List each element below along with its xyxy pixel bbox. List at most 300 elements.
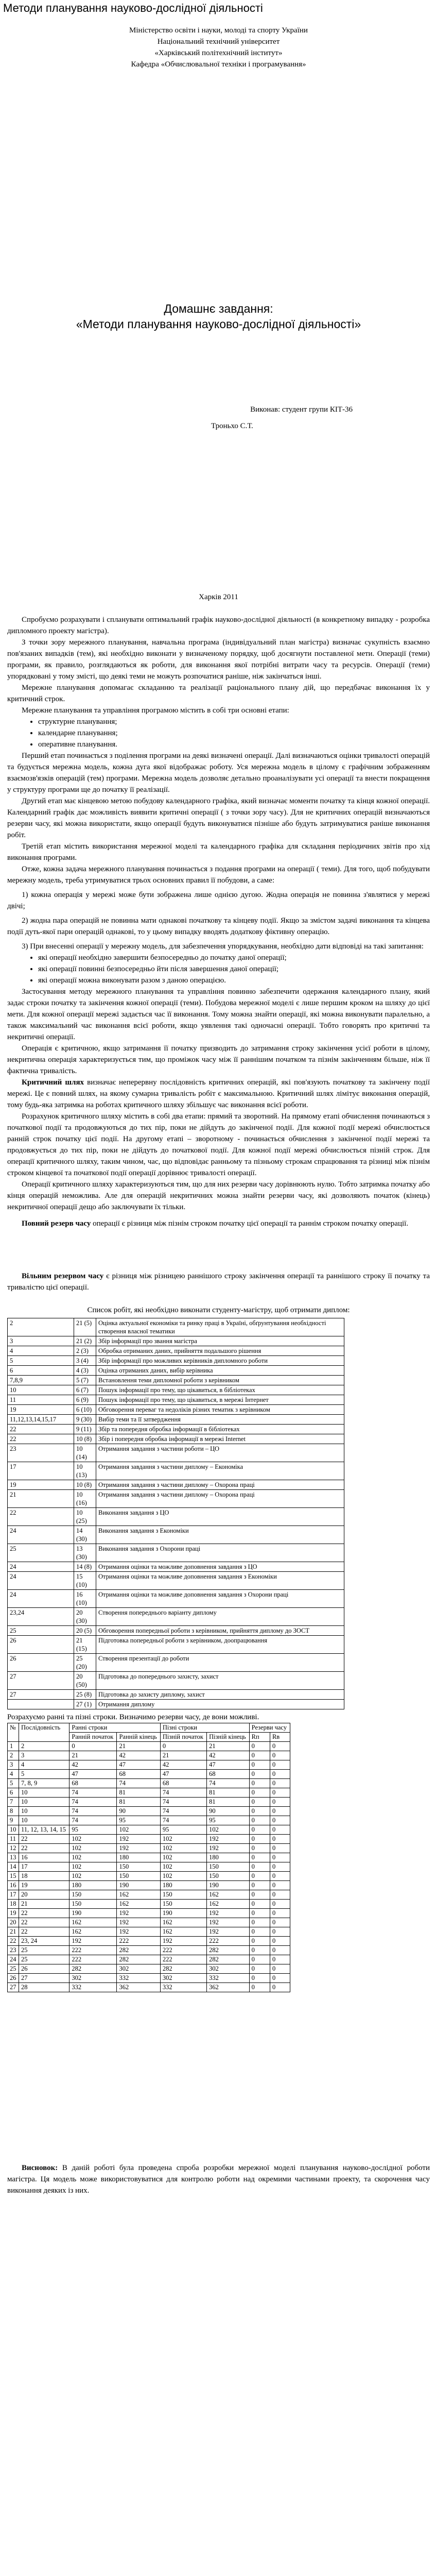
- table-cell: 15: [8, 1872, 19, 1881]
- table-cell: 282: [69, 1964, 117, 1974]
- table-cell: 102: [160, 1835, 206, 1844]
- paragraph: Перший етап починається з поділення програми на деякі визначені операції. Далі визначаються оцінки тривалості операцій та будується мережна модель, кожна дуга якої відображає роботу. Уся мережна модель в цілому є графічним зображенням взаємозв'язків операцій (тем) програми. Мережна модель дозволяє детально проаналізувати усі операції та внести покращення у структуру програми ще до початку її реалізації.: [7, 752, 430, 794]
- table-cell: 0: [249, 1927, 270, 1937]
- table-cell: 0: [249, 1872, 270, 1881]
- table-cell: 23,24: [8, 1608, 74, 1626]
- table-cell: 3: [8, 1760, 19, 1770]
- table-cell: 9 (11): [74, 1425, 96, 1434]
- paragraph-text: є різниця між різницею раннішого строку закінчення операції та раннішого строку її початку та тривалістю цієї операції.: [7, 1272, 430, 1292]
- table-row: [8, 1462, 344, 1480]
- table-cell: 332: [69, 1983, 117, 1992]
- table-cell: 192: [207, 1835, 250, 1844]
- table-cell: 81: [207, 1788, 250, 1798]
- homework-subject: «Методи планування науково-дослідної діяльності»: [76, 317, 361, 331]
- table-cell: 14 (8): [74, 1562, 96, 1572]
- table-cell: 25: [19, 1946, 69, 1955]
- paragraph: Другий етап має кінцевою метою побудову календарного графіка, який визначає моменти початку та кінця кожної операції. Календарний графік дає можливість виявити критичні операції ( з точки зору часу). Для не критичних операцій визначаються резерви часу, які можна використати, якщо операції будуть виконуватися пізніше або будуть затримуватися раніше виконання робіт.: [7, 797, 430, 839]
- table-cell: 0: [270, 1881, 290, 1890]
- table-cell: 0: [270, 1862, 290, 1872]
- table-cell: 10: [19, 1816, 69, 1825]
- table-cell: 102: [69, 1835, 117, 1844]
- table-cell: 222: [117, 1937, 160, 1946]
- table-cell: 4: [19, 1760, 69, 1770]
- table-row: [8, 1572, 344, 1590]
- table-cell: 192: [117, 1835, 160, 1844]
- table-cell: 0: [270, 1853, 290, 1862]
- table-row: [8, 1964, 290, 1974]
- table-row: [8, 1385, 344, 1395]
- table-cell: 42: [207, 1751, 250, 1760]
- table-cell: 20 (50): [74, 1672, 96, 1690]
- list-item: • які операції можна виконувати разом з даною операцією.: [38, 975, 430, 986]
- table-row: [8, 1544, 344, 1562]
- table-cell: 190: [207, 1881, 250, 1890]
- table-cell: 0: [249, 1807, 270, 1816]
- table-cell: 19: [8, 1405, 74, 1415]
- table-cell: 5: [19, 1770, 69, 1779]
- table-cell: 26: [8, 1974, 19, 1983]
- table-cell: 192: [207, 1844, 250, 1853]
- table-cell: 150: [117, 1862, 160, 1872]
- list-item: • які операції повинні безпосередньо йти після завершення даної операції;: [38, 963, 430, 975]
- table-cell: 21: [19, 1900, 69, 1909]
- table-cell: 150: [160, 1890, 206, 1900]
- table-cell: Збір і попередня обробка інформації в мережі Internet: [96, 1434, 344, 1444]
- table-cell: 102: [160, 1862, 206, 1872]
- table-cell: 192: [69, 1937, 117, 1946]
- table-cell: 0: [270, 1770, 290, 1779]
- table-cell: 21 (15): [74, 1636, 96, 1654]
- table-row: [8, 1405, 344, 1415]
- table-cell: 23, 24: [19, 1937, 69, 1946]
- col-header-late-start: Пізній початок: [160, 1733, 206, 1742]
- table-row: [8, 1415, 344, 1425]
- table-cell: 24: [8, 1572, 74, 1590]
- table-cell: 0: [270, 1788, 290, 1798]
- university-line-2: «Харківський політехнічний інститут»: [154, 49, 283, 57]
- col-header-late-end: Пізній кінець: [207, 1733, 250, 1742]
- table-cell: 22: [8, 1434, 74, 1444]
- table-cell: 362: [207, 1983, 250, 1992]
- table-row: [8, 1946, 290, 1955]
- table-cell: 0: [249, 1751, 270, 1760]
- table-cell: 0: [270, 1760, 290, 1770]
- table-cell: 13: [8, 1853, 19, 1862]
- table-row: [8, 1562, 344, 1572]
- table-row: [8, 1490, 344, 1508]
- table-cell: 3 (4): [74, 1356, 96, 1366]
- table-cell: 95: [160, 1825, 206, 1835]
- table-cell: 2: [8, 1751, 19, 1760]
- homework-title-block: [7, 301, 430, 332]
- col-header-number: №: [8, 1723, 19, 1742]
- title-page-header: [7, 25, 430, 70]
- col-header-sequence: Послідовність: [19, 1723, 69, 1742]
- table-cell: 0: [249, 1816, 270, 1825]
- table-cell: 26: [19, 1964, 69, 1974]
- table-cell: 12: [8, 1844, 19, 1853]
- table-cell: 17: [8, 1890, 19, 1900]
- table-cell: 0: [249, 1881, 270, 1890]
- table-row: [8, 1346, 344, 1356]
- table-cell: 192: [117, 1927, 160, 1937]
- table-cell: 11, 12, 13, 14, 15: [19, 1825, 69, 1835]
- paragraph: Застосування методу мережного планування та управління повинно забезпечити одержання календарного плану, який задає строки початку та закінчення кожної операції (теми). Побудова мережної моделі є лише першим кроком на шляху до цієї мети. Для кожної операції мережі задається час її виконання. Тому можна знайти операції, які можна виконувати паралельно, а також максимальний час виконання всієї роботи, якщо уявлення такі одночасні операції. Тобто говорять про критичні та некритичні операції.: [7, 988, 430, 1041]
- table-cell: 90: [117, 1807, 160, 1816]
- list-item: • структурне планування;: [38, 716, 430, 727]
- table-cell: 0: [249, 1862, 270, 1872]
- table-cell: 26: [8, 1654, 74, 1672]
- paragraph: [7, 1270, 430, 1293]
- table-row: [8, 1654, 344, 1672]
- executor-label: Виконав: студент групи КІТ-36: [250, 405, 353, 414]
- table-cell: 3: [8, 1336, 74, 1346]
- table-cell: 42: [69, 1760, 117, 1770]
- table-cell: 0: [249, 1742, 270, 1751]
- table-row: [8, 1918, 290, 1927]
- paragraph-text: операції є різниця між пізнім строком початку цієї операції та раннім строком початку операції.: [91, 1219, 409, 1228]
- table-cell: 150: [69, 1900, 117, 1909]
- table-cell: 23: [8, 1946, 19, 1955]
- col-header-early-end: Ранній кінець: [117, 1733, 160, 1742]
- table-row: [8, 1816, 290, 1825]
- table-cell: 162: [69, 1918, 117, 1927]
- table-cell: 2: [8, 1318, 74, 1336]
- table-cell: 332: [207, 1974, 250, 1983]
- table-cell: 28: [19, 1983, 69, 1992]
- table-cell: 0: [249, 1835, 270, 1844]
- table-cell: 10 (8): [74, 1434, 96, 1444]
- table-cell: 10 (8): [74, 1480, 96, 1490]
- conclusion-text: В даній роботі була проведена спроба розробки мережної моделі планування науково-дослідної роботи магістра. Ця модель може використовуватися для контролю роботи над окремими частинами проекту, та скорочення часу виконання деяких із них.: [7, 2164, 430, 2195]
- list-item: • які операції необхідно завершити безпосередньо до початку даної операції;: [38, 952, 430, 963]
- table-cell: 9 (30): [74, 1415, 96, 1425]
- table-cell: 6 (7): [74, 1385, 96, 1395]
- table-cell: Підготовка попередньої роботи з керівником, доопрацювання: [96, 1636, 344, 1654]
- table-cell: 180: [69, 1881, 117, 1890]
- table-cell: 102: [117, 1825, 160, 1835]
- table-cell: 0: [270, 1955, 290, 1964]
- table-cell: Отримання завдання з частини диплому – Охорона праці: [96, 1490, 344, 1508]
- table-row: [8, 1937, 290, 1946]
- table-cell: 47: [160, 1770, 206, 1779]
- paragraph: Операція є критичною, якщо затримання її початку призводить до затримання строку закінчення усієї роботи в цілому, некритична операція характеризується тим, що проміжок часу між її раннішим початком та пізнім закінченням більше, ніж її фактична тривалість.: [7, 1044, 430, 1075]
- table-cell: 23: [8, 1444, 74, 1462]
- table-cell: 102: [160, 1872, 206, 1881]
- table-cell: 81: [117, 1788, 160, 1798]
- table-cell: 162: [160, 1927, 206, 1937]
- table-cell: Створення попереднього варіанту диплому: [96, 1608, 344, 1626]
- table-cell: 4: [8, 1346, 74, 1356]
- table-cell: 90: [207, 1807, 250, 1816]
- table-cell: 18: [19, 1872, 69, 1881]
- table-row: [8, 1807, 290, 1816]
- table-cell: 282: [207, 1955, 250, 1964]
- table-cell: 8: [8, 1807, 19, 1816]
- table-cell: 192: [117, 1918, 160, 1927]
- table-row: [8, 1395, 344, 1405]
- rule-3: 3) При внесенні операції у мережну модель, для забезпечення упорядкування, необхідно дати відповіді на такі запитання:: [22, 942, 424, 951]
- table-cell: 27: [8, 1983, 19, 1992]
- table-cell: 332: [160, 1983, 206, 1992]
- table-cell: 20 (5): [74, 1626, 96, 1636]
- table-cell: 5: [8, 1779, 19, 1788]
- table-cell: 6: [8, 1788, 19, 1798]
- table-cell: 19: [8, 1480, 74, 1490]
- col-header-early: Ранні строки: [69, 1723, 160, 1733]
- table-cell: 190: [160, 1909, 206, 1918]
- table-cell: 190: [69, 1909, 117, 1918]
- table-cell: 282: [117, 1946, 160, 1955]
- paragraph: Мережне планування та управління програмою містить в собі три основні етапи:: [22, 706, 289, 715]
- table-row: [8, 1336, 344, 1346]
- paragraph: Третій етап містить використання мережної моделі та календарного графіка для складання періодичних звітів про хід виконання програми.: [7, 842, 430, 862]
- table-cell: 81: [117, 1798, 160, 1807]
- table-cell: 25: [8, 1544, 74, 1562]
- table-cell: 11: [8, 1835, 19, 1844]
- table-cell: 25: [8, 1964, 19, 1974]
- table-cell: 74: [160, 1798, 206, 1807]
- table-cell: 19: [19, 1881, 69, 1890]
- table-cell: 0: [249, 1983, 270, 1992]
- table-cell: 68: [160, 1779, 206, 1788]
- table-cell: Збір та попередня обробка інформації в бібліотеках: [96, 1425, 344, 1434]
- table-cell: 21: [69, 1751, 117, 1760]
- table-row: [8, 1700, 344, 1709]
- table-cell: 25: [19, 1955, 69, 1964]
- table-cell: Підготовка до попереднього захисту, захист: [96, 1672, 344, 1690]
- table-row: [8, 1526, 344, 1544]
- table-row: [8, 1825, 290, 1835]
- table-cell: 10: [8, 1385, 74, 1395]
- table-cell: 27 (1): [74, 1700, 96, 1709]
- table-cell: 282: [117, 1955, 160, 1964]
- table-cell: 0: [249, 1964, 270, 1974]
- table-cell: 22: [8, 1425, 74, 1434]
- rule-1: 1) кожна операція у мережі може бути зображена лише однією дугою. Жодна операція не повинна з'являтися у мережі двічі;: [7, 891, 430, 910]
- table-cell: 102: [69, 1862, 117, 1872]
- table-cell: Отримання диплому: [96, 1700, 344, 1709]
- table-cell: 15 (10): [74, 1572, 96, 1590]
- table-row: [8, 1425, 344, 1434]
- table-cell: Отримання завдання з частини диплому – Економіка: [96, 1462, 344, 1480]
- table-cell: 102: [69, 1853, 117, 1862]
- table-cell: 0: [249, 1798, 270, 1807]
- table-cell: Збір інформації про можливих керівників дипломного роботи: [96, 1356, 344, 1366]
- table-cell: 162: [117, 1900, 160, 1909]
- table-cell: 18: [8, 1900, 19, 1909]
- table-cell: 4: [8, 1770, 19, 1779]
- table-cell: 47: [69, 1770, 117, 1779]
- table-cell: 17: [19, 1862, 69, 1872]
- table-cell: 362: [117, 1983, 160, 1992]
- table-cell: 17: [8, 1462, 74, 1480]
- table-row: [8, 1788, 290, 1798]
- table-cell: 74: [69, 1807, 117, 1816]
- table-cell: 0: [270, 1909, 290, 1918]
- table-cell: 22: [19, 1835, 69, 1844]
- table-cell: 302: [207, 1964, 250, 1974]
- table-cell: 6: [8, 1366, 74, 1376]
- table-cell: 0: [270, 1751, 290, 1760]
- table-cell: 10 (13): [74, 1462, 96, 1480]
- table-row: [8, 1881, 290, 1890]
- table-cell: 0: [270, 1927, 290, 1937]
- table-cell: 95: [117, 1816, 160, 1825]
- table-cell: Обговорення попередньої роботи з керівником, прийняття диплому до ЗОСТ: [96, 1626, 344, 1636]
- col-header-full-reserve: Rп: [249, 1733, 270, 1742]
- table-cell: 0: [270, 1816, 290, 1825]
- table-cell: 0: [270, 1900, 290, 1909]
- col-header-late: Пізні строки: [160, 1723, 249, 1733]
- table-cell: 0: [270, 1825, 290, 1835]
- table-row: [8, 1508, 344, 1526]
- table-cell: Пошук інформації про тему, що цікавиться, в бібліотеках: [96, 1385, 344, 1395]
- table-cell: 0: [249, 1937, 270, 1946]
- table-cell: 192: [207, 1909, 250, 1918]
- table-cell: 180: [117, 1853, 160, 1862]
- questions-list: [7, 952, 430, 986]
- table-cell: 0: [249, 1890, 270, 1900]
- table-row: [8, 1480, 344, 1490]
- term-critical-path: Критичний шлях: [22, 1078, 84, 1087]
- table-cell: 22: [19, 1927, 69, 1937]
- table-cell: Пошук інформації про тему, що цікавиться, в мережі Інтернет: [96, 1395, 344, 1405]
- table-cell: 20: [19, 1890, 69, 1900]
- list-item: • календарне планування;: [38, 727, 430, 739]
- table-cell: 102: [207, 1825, 250, 1835]
- table-cell: 14: [8, 1862, 19, 1872]
- table-row: [8, 1779, 290, 1788]
- table-cell: 0: [270, 1742, 290, 1751]
- table-cell: 0: [270, 1835, 290, 1844]
- table-cell: 302: [160, 1974, 206, 1983]
- university-line-1: Національний технічний університет: [157, 38, 280, 46]
- table-cell: 24: [8, 1955, 19, 1964]
- table-row: [8, 1318, 344, 1336]
- paragraph: Отже, кожна задача мережного планування починається з подання програми на операції ( теми). Для того, щоб побудувати мережну модель, треба утримуватися трьох основних правил її побудови, а саме:: [7, 865, 430, 885]
- table-cell: 0: [249, 1760, 270, 1770]
- table-cell: 0: [249, 1779, 270, 1788]
- table-cell: 162: [69, 1927, 117, 1937]
- table-cell: 150: [117, 1872, 160, 1881]
- paragraph: Спробуємо розрахувати і спланувати оптимальний графік науково-дослідної діяльності (в конкретному випадку - розробка дипломного проекту магістра).: [7, 616, 430, 635]
- table-cell: [8, 1700, 74, 1709]
- table-row: [8, 1672, 344, 1690]
- table-cell: Отримання оцінки та можливе доповнення завдання з Економіки: [96, 1572, 344, 1590]
- table-cell: 222: [160, 1955, 206, 1964]
- table-cell: 21: [207, 1742, 250, 1751]
- table-cell: Отримання завдання з частини роботи – ЦО: [96, 1444, 344, 1462]
- table-cell: 162: [207, 1890, 250, 1900]
- table-cell: 42: [117, 1751, 160, 1760]
- table-cell: 0: [270, 1890, 290, 1900]
- table-row: [8, 1853, 290, 1862]
- paragraph: Операції критичного шляху характеризуються тим, що для них резерви часу дорівнюють нулю. Тобто затримка початку або кінця операцій неможлива. Але для операцій некритичних можна знайти резерви часу, які дозволяють початок (кінець) некритичної операції дещо або заключувати їх тільки.: [7, 1180, 430, 1211]
- table-cell: 74: [207, 1779, 250, 1788]
- table-row: [8, 1366, 344, 1376]
- table-cell: 9: [8, 1816, 19, 1825]
- table-row: [8, 1444, 344, 1462]
- table-cell: Отримання завдання з частини диплому – Охорона праці: [96, 1480, 344, 1490]
- table-cell: 0: [270, 1964, 290, 1974]
- table-cell: 192: [117, 1909, 160, 1918]
- table-cell: 7, 8, 9: [19, 1779, 69, 1788]
- works-table-caption: Список робіт, які необхідно виконати студенту-магістру, щоб отримати диплом:: [87, 1306, 350, 1314]
- stages-list: [7, 716, 430, 750]
- table-cell: 282: [207, 1946, 250, 1955]
- table-cell: 102: [160, 1853, 206, 1862]
- table-cell: 16: [19, 1853, 69, 1862]
- table-row: [8, 1690, 344, 1700]
- table-cell: 25: [8, 1626, 74, 1636]
- table-cell: 21: [160, 1751, 206, 1760]
- table-cell: 20: [8, 1918, 19, 1927]
- table-cell: 192: [207, 1927, 250, 1937]
- rule-2: 2) жодна пара операцій не повинна мати однакові початкову та кінцеву події. Якщо за змістом задачі виконання та кінцева події дуть-якої пари операцій однакові, то у цьому випадку вводять додаткову фіктивну операцію.: [7, 917, 430, 936]
- timing-table: [7, 1723, 290, 1992]
- table-row: [8, 1590, 344, 1608]
- table-cell: 0: [249, 1946, 270, 1955]
- table-cell: 10: [19, 1788, 69, 1798]
- table-cell: 21: [117, 1742, 160, 1751]
- table-cell: 222: [160, 1946, 206, 1955]
- table-cell: 0: [249, 1788, 270, 1798]
- table-cell: 7: [8, 1798, 19, 1807]
- table-cell: 0: [270, 1844, 290, 1853]
- table-cell: 192: [117, 1844, 160, 1853]
- table-cell: 74: [117, 1779, 160, 1788]
- table-cell: 5 (7): [74, 1376, 96, 1385]
- table-row: [8, 1900, 290, 1909]
- table-cell: 0: [249, 1974, 270, 1983]
- table-cell: 27: [8, 1690, 74, 1700]
- paragraph-text: визначає неперервну послідовність критичних операцій, які пов'язують початкову та закінчену події мережі. Це є повний шлях, на якому сумарна тривалість робіт є максимальною. Критичний шлях лімітує виконання операцій, тому будь-яка затримка на роботах критичного шляху збільшує час виконання всієї роботи.: [7, 1078, 430, 1109]
- table-cell: 2: [19, 1742, 69, 1751]
- table-cell: Створення презентації до роботи: [96, 1654, 344, 1672]
- table-cell: 11: [8, 1395, 74, 1405]
- table-cell: 22: [8, 1508, 74, 1526]
- table-row: [8, 1608, 344, 1626]
- table-cell: 180: [207, 1853, 250, 1862]
- table-row: [8, 1983, 290, 1992]
- table-cell: 21: [8, 1490, 74, 1508]
- table-cell: 24: [8, 1526, 74, 1544]
- table-cell: 192: [160, 1937, 206, 1946]
- table-row: [8, 1376, 344, 1385]
- table-cell: 150: [160, 1900, 206, 1909]
- table-cell: 47: [207, 1760, 250, 1770]
- author-name: Троньхо С.Т.: [211, 422, 253, 430]
- window-title: Методи планування науково-дослідної діяльності: [3, 2, 263, 14]
- table-cell: 27: [19, 1974, 69, 1983]
- list-item: • оперативне планування.: [38, 739, 430, 750]
- table-row: [8, 1626, 344, 1636]
- homework-title: Домашнє завдання:: [164, 302, 273, 315]
- conclusion-label: Висновок:: [22, 2164, 58, 2172]
- table-cell: 47: [117, 1760, 160, 1770]
- table-cell: 26: [8, 1636, 74, 1654]
- table-row: [8, 1844, 290, 1853]
- table-cell: 162: [207, 1900, 250, 1909]
- document-body: [7, 25, 430, 2196]
- table-row: [8, 1434, 344, 1444]
- table-cell: 0: [249, 1909, 270, 1918]
- table-cell: 0: [249, 1853, 270, 1862]
- paragraph: [7, 1218, 430, 1229]
- table-cell: 0: [249, 1900, 270, 1909]
- paragraph: Мережне планування допомагає складанню та реалізації раціонального плану дій, що передбачає виконання їх у критичний строк.: [7, 684, 430, 703]
